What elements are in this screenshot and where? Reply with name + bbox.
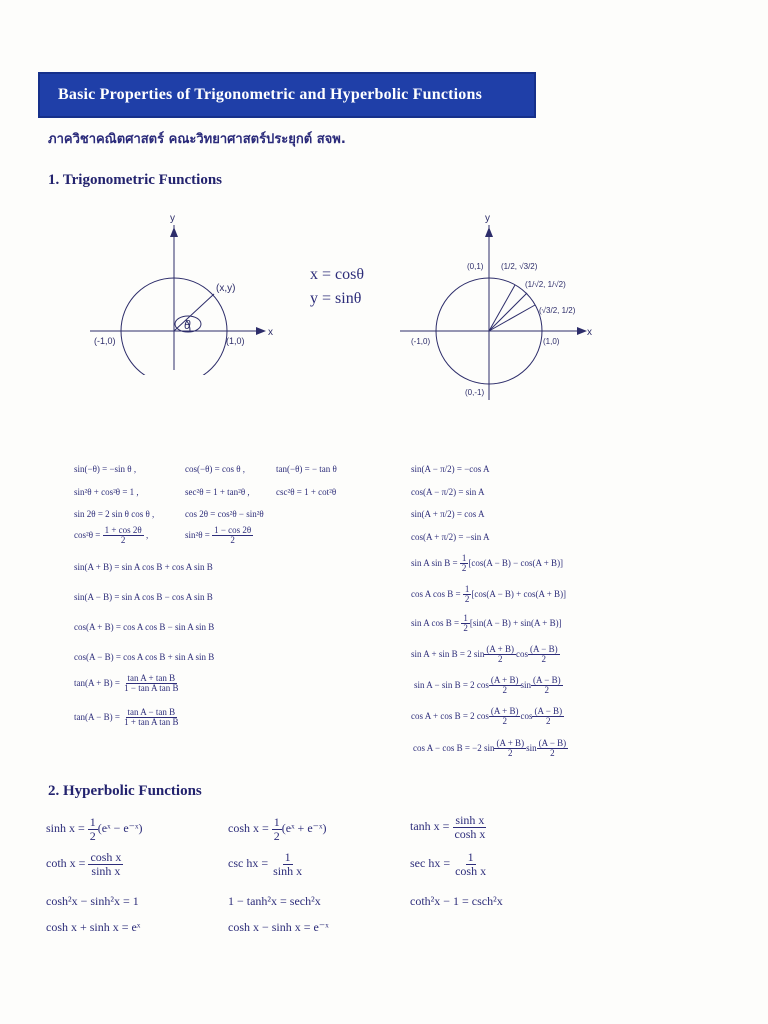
identity-shift-3: sin(A + π/2) = cos A [411, 509, 485, 519]
point-30-label: (√3/2, 1/2) [539, 306, 576, 315]
bottom-point-label: (0,-1) [465, 388, 485, 397]
identity-product-sin-sin: sin A sin B = $\frac{1}{2}$ [cos(A − B) − cos(A + B)] [411, 553, 564, 574]
x-arrow [256, 327, 266, 335]
y-arrow [485, 227, 493, 237]
title-banner [38, 72, 536, 118]
def-tanh: tanh x = $\frac{\text{sinh x}}{\text{cosh x}}$ [410, 813, 486, 841]
top-point-label: (0,1) [467, 262, 484, 271]
identity-hyperbolic-5: cosh x − sinh x = e⁻ˣ [228, 920, 329, 934]
identity-cos-double: cos 2θ = cos²θ − sin²θ [185, 509, 264, 519]
right-point-label: (1,0) [543, 337, 560, 346]
left-point-label: (-1,0) [411, 337, 431, 346]
y-arrow [170, 227, 178, 237]
def-sech: sec hx = $\frac{1}{\text{cosh x}}$ [410, 850, 487, 878]
point-60-label: (1/2, √3/2) [501, 262, 538, 271]
identity-product-cos-cos: cos A cos B = $\frac{1}{2}$ [cos(A − B) + cos(A + B)] [411, 584, 567, 605]
identity-sec-squared: sec²θ = 1 + tan²θ , [185, 487, 250, 497]
y-axis-label: y [170, 213, 175, 224]
identity-sin-squared-half [185, 526, 253, 546]
def-cosh: cosh x = $\frac{1}{2}$ (eˣ + e⁻ˣ) [228, 815, 327, 843]
x-arrow [577, 327, 587, 335]
def-csch: csc hx = $\frac{1}{\text{sinh x}}$ [228, 850, 303, 878]
identity-sin-neg: sin(−θ) = −sin θ , [74, 464, 137, 474]
x-axis-label: x [587, 327, 592, 338]
x-axis-label: x [268, 327, 273, 338]
identity-hyperbolic-3: coth²x − 1 = csch²x [410, 894, 503, 908]
identity-pythagorean: sin²θ + cos²θ = 1 , [74, 487, 139, 497]
left-point-label: (-1,0) [94, 336, 116, 346]
identity-hyperbolic-2: 1 − tanh²x = sech²x [228, 894, 321, 908]
identity-shift-1: sin(A − π/2) = −cos A [411, 464, 490, 474]
unit-circle-diagram-right [395, 205, 605, 405]
angle-label: θ [184, 318, 191, 332]
identity-sin-double: sin 2θ = 2 sin θ cos θ , [74, 509, 155, 519]
identity-tan-diff: tan(A − B) = $\frac{\text{tan A − tan B}}{\text{1 + tan A tan B}}$ [74, 707, 179, 728]
y-axis-label: y [485, 213, 490, 224]
lhs: cos²θ = [74, 530, 101, 540]
identity-csc-squared: csc²θ = 1 + cot²θ [276, 487, 337, 497]
section-heading-trig: 1. Trigonometric Functions [48, 172, 223, 188]
identity-hyperbolic-4: cosh x + sinh x = eˣ [46, 920, 141, 934]
identity-product-sin-cos: sin A cos B = $\frac{1}{2}$ [sin(A − B) + sin(A + B)] [411, 613, 562, 634]
point-45-label: (1/√2, 1/√2) [525, 280, 566, 289]
def-sinh: sinh x = $\frac{1}{2}$ (eˣ − e⁻ˣ) [46, 815, 143, 843]
fraction: $\frac{1 + \cos 2\theta}{2}$ [104, 525, 142, 546]
identity-cos-diff: cos(A − B) = cos A cos B + sin A sin B [74, 652, 215, 662]
identity-sum-to-product-3: cos A + cos B = 2 cos $\frac{(A + B)}{2}$ cos $\frac{(A - B)}{2}$ [411, 706, 563, 727]
lhs: sin²θ = [185, 530, 210, 540]
identity-sin-sum: sin(A + B) = sin A cos B + cos A sin B [74, 562, 213, 572]
department-line: ภาควิชาคณิตศาสตร์ คณะวิทยาศาสตร์ประยุกต์ สจพ. [48, 132, 346, 147]
def-coth: coth x = $\frac{\text{cosh x}}{\text{sinh x}}$ [46, 850, 122, 878]
point-label: (x,y) [216, 283, 236, 294]
x-definition: x = cosθ [310, 266, 365, 283]
identity-sin-diff: sin(A − B) = sin A cos B − cos A sin B [74, 592, 213, 602]
identity-cos-neg: cos(−θ) = cos θ , [185, 464, 246, 474]
identity-cos-squared-half: cos²θ = $\frac{1 + \cos 2\theta}{2}$ , [74, 525, 149, 546]
identity-shift-2: cos(A − π/2) = sin A [411, 487, 485, 497]
identity-sum-to-product-2: sin A − sin B = 2 cos $\frac{(A + B)}{2}$ sin $\frac{(A - B)}{2}$ [414, 675, 561, 696]
page-title: Basic Properties of Trigonometric and Hyperbolic Functions [58, 86, 483, 103]
right-point-label: (1,0) [226, 336, 245, 346]
identity-sum-to-product-4: cos A − cos B = −2 sin $\frac{(A + B)}{2}$ sin $\frac{(A - B)}{2}$ [413, 738, 567, 759]
fraction: $\frac{1 - \cos 2\theta}{2}$ [214, 525, 252, 546]
unit-circle-diagram-left [80, 205, 280, 375]
y-definition: y = sinθ [310, 290, 362, 307]
identity-tan-neg: tan(−θ) = − tan θ [276, 464, 337, 474]
radius-45 [489, 293, 527, 331]
identity-sum-to-product-1: sin A + sin B = 2 sin $\frac{(A + B)}{2}$ cos $\frac{(A - B)}{2}$ [411, 644, 558, 665]
identity-cos-sum: cos(A + B) = cos A cos B − sin A sin B [74, 622, 215, 632]
identity-tan-sum: tan(A + B) = $\frac{\text{tan A + tan B}}{\text{1 − tan A tan B}}$ [74, 673, 179, 694]
identity-hyperbolic-1: cosh²x − sinh²x = 1 [46, 894, 139, 908]
identity-shift-4: cos(A + π/2) = −sin A [411, 532, 490, 542]
section-heading-hyperbolic: 2. Hyperbolic Functions [48, 783, 202, 799]
radius-line [174, 294, 214, 331]
